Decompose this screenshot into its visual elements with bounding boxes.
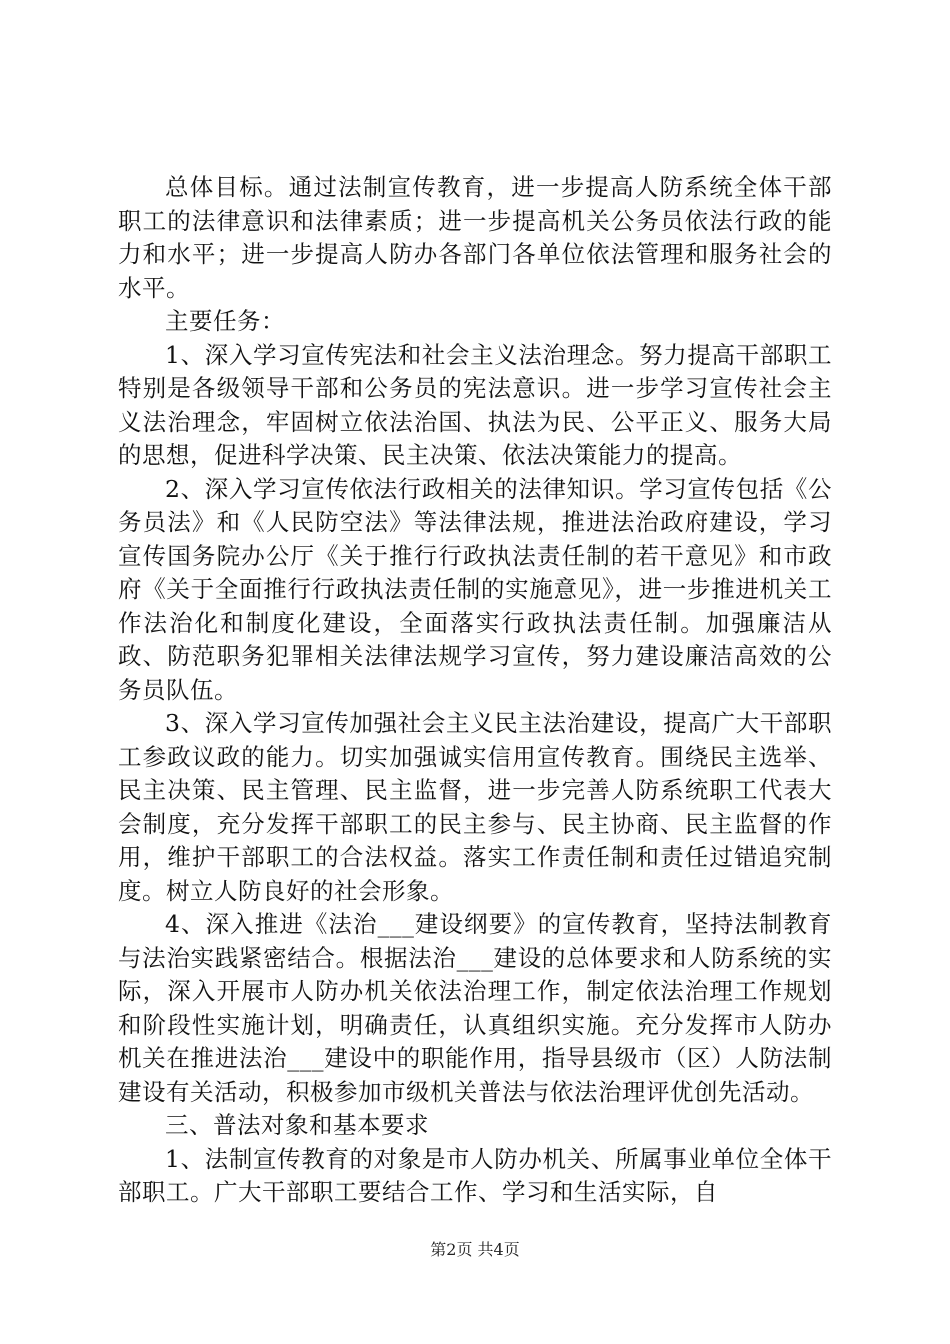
- page-number-footer: 第2页 共4页: [430, 1240, 520, 1259]
- paragraph-task-4: 4、深入推进《法治___建设纲要》的宣传教育，坚持法制教育与法治实践紧密结合。根据法治___建设的总体要求和人防系统的实际，深入开展市人防办机关依法治理工作，制定依法治理工作规划和阶段性实施计划，明确责任，认真组织实施。充分发挥市人防办机关在推进法治___建设中的职能作用，指导县级市（区）人防法制建设有关活动，积极参加市级机关普法与依法治理评优创先活动。: [118, 910, 832, 1106]
- paragraph-task-3: 3、深入学习宣传加强社会主义民主法治建设，提高广大干部职工参政议政的能力。切实加强诚实信用宣传教育。围绕民主选举、民主决策、民主管理、民主监督，进一步完善人防系统职工代表大会制度，充分发挥干部职工的民主参与、民主协商、民主监督的作用，维护干部职工的合法权益。落实工作责任制和责任过错追究制度。树立人防良好的社会形象。: [118, 709, 832, 905]
- paragraph-overall-goal: 总体目标。通过法制宣传教育，进一步提高人防系统全体干部职工的法律意识和法律素质；进一步提高机关公务员依法行政的能力和水平；进一步提高人防办各部门各单位依法管理和服务社会的水平。: [118, 173, 832, 302]
- paragraph-task-1: 1、深入学习宣传宪法和社会主义法治理念。努力提高干部职工特别是各级领导干部和公务员的宪法意识。进一步学习宣传社会主义法治理念，牢固树立依法治国、执法为民、公平正义、服务大局的思想，促进科学决策、民主决策、依法决策能力的提高。: [118, 340, 832, 469]
- section-heading-3: 三、普法对象和基本要求: [165, 1111, 429, 1139]
- document-body: [118, 171, 832, 1210]
- paragraph-requirement-1: 1、法制宣传教育的对象是市人防办机关、所属事业单位全体干部职工。广大干部职工要结合工作、学习和生活实际，自: [118, 1144, 832, 1206]
- paragraph-main-tasks-heading: 主要任务：: [165, 307, 285, 335]
- paragraph-task-2: 2、深入学习宣传依法行政相关的法律知识。学习宣传包括《公务员法》和《人民防空法》等法律法规，推进法治政府建设，学习宣传国务院办公厅《关于推行行政执法责任制的若干意见》和市政府《关于全面推行行政执法责任制的实施意见》，进一步推进机关工作法治化和制度化建设，全面落实行政执法责任制。加强廉洁从政、防范职务犯罪相关法律法规学习宣传，努力建设廉洁高效的公务员队伍。: [118, 474, 832, 704]
